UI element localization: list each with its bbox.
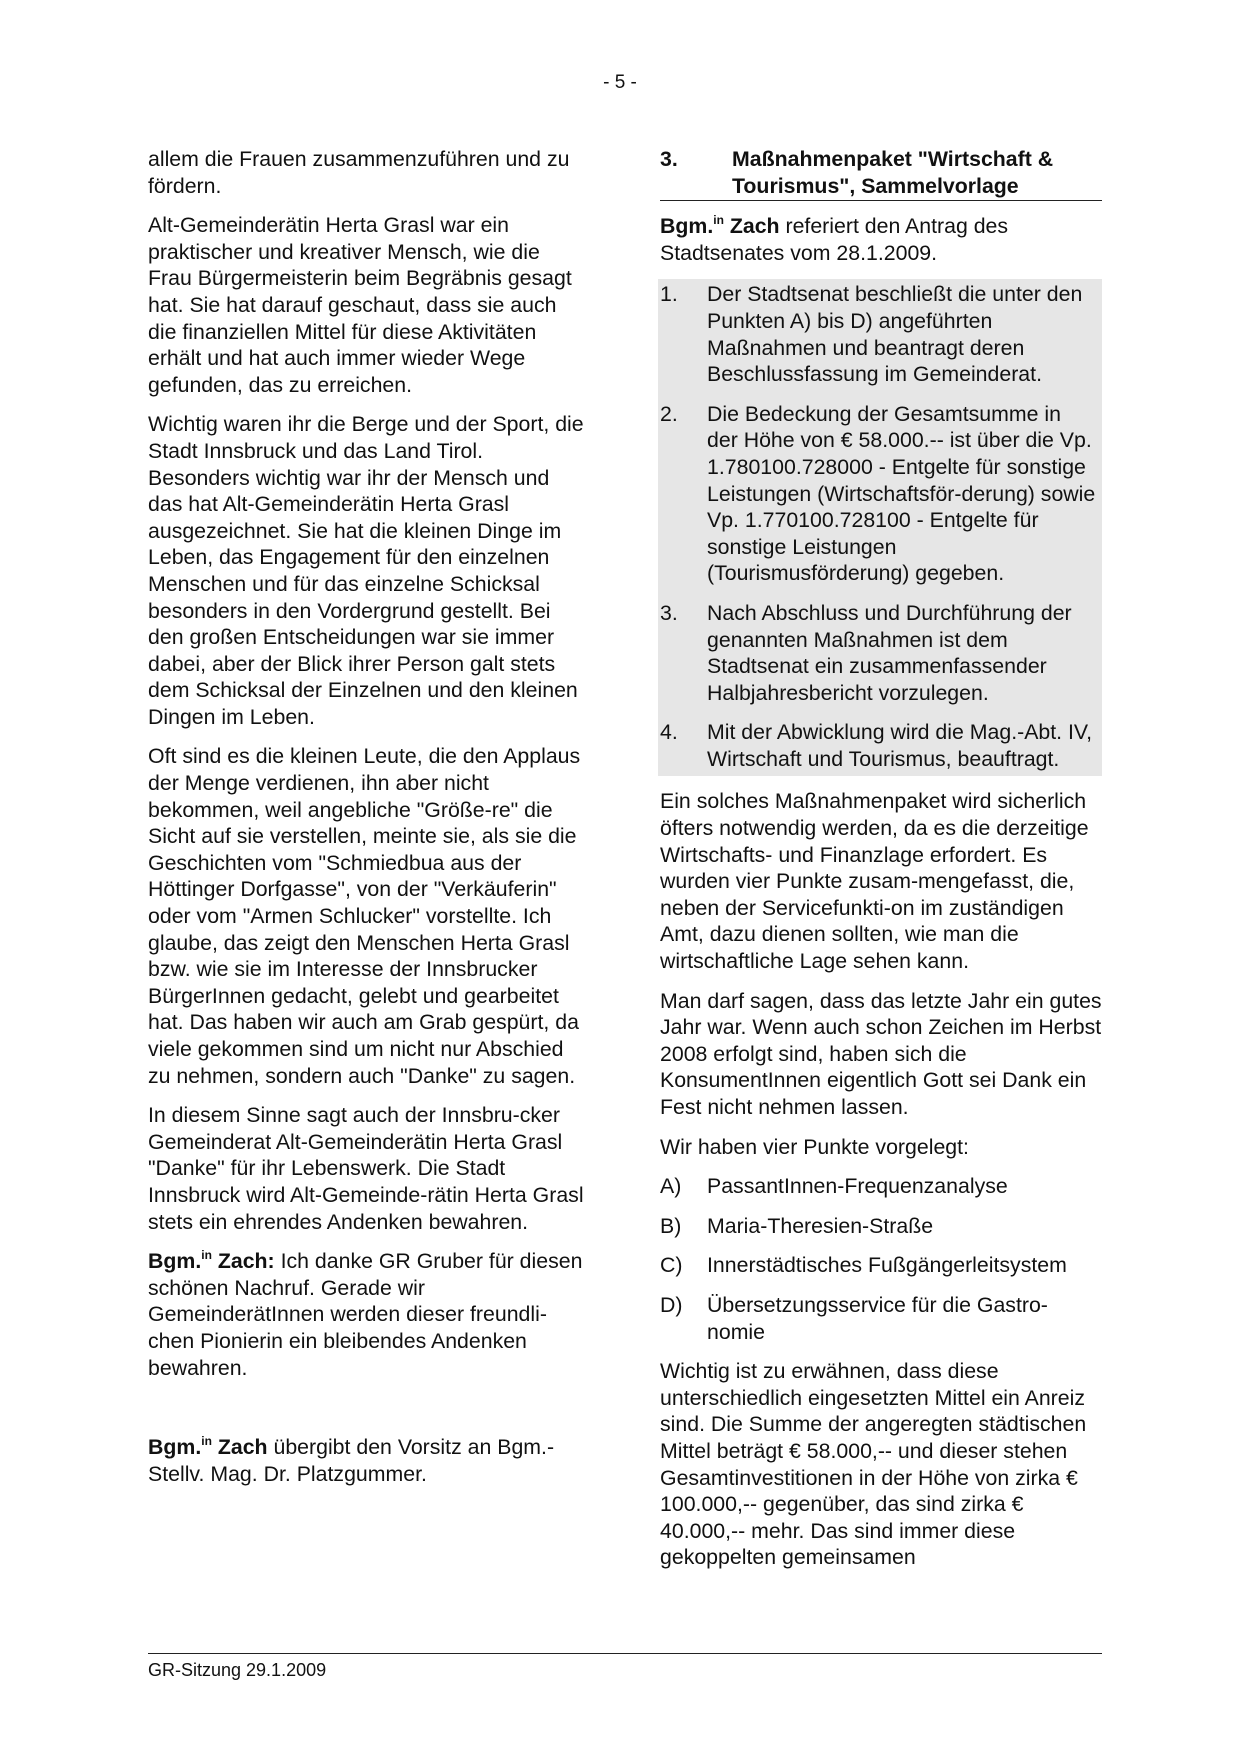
speaker-title: Bgm. <box>148 1249 202 1274</box>
point-item <box>660 1173 1102 1200</box>
paragraph: Alt-Gemeinderätin Herta Grasl war ein praktischer und kreativer Mensch, wie die Frau Bürgermeisterin beim Begräbnis gesagt hat. Sie hat darauf geschaut, dass sie auch die finanziellen Mittel für diese Aktivitäten erhält und hat auch immer wieder Wege gefunden, das zu erreichen. <box>148 213 572 397</box>
speech-paragraph <box>148 1434 588 1487</box>
point-label: C) <box>660 1253 683 1278</box>
footer-divider <box>148 1653 1102 1654</box>
section-number: 3. <box>660 147 678 171</box>
motion-item <box>660 281 1096 387</box>
section-title: Maßnahmenpaket "Wirtschaft & Tourismus", Sammelvorlage <box>732 147 1054 198</box>
motion-item-text: Der Stadtsenat beschließt die unter den Punkten A) bis D) angeführten Maßnahmen und beantragt deren Beschlussfassung im Gemeinderat. <box>707 282 1083 387</box>
point-label: D) <box>660 1292 683 1317</box>
paragraph: Wir haben vier Punkte vorgelegt: <box>660 1134 969 1159</box>
speaker-name: Zach <box>729 214 780 239</box>
page-number: - 5 - <box>603 72 637 93</box>
motion-item-text: Nach Abschluss und Durchführung der genannten Maßnahmen ist dem Stadtsenat ein zusammenfassender Halbjahresbericht vorzulegen. <box>707 600 1072 705</box>
point-label: B) <box>660 1213 682 1238</box>
speech-text: Ich danke GR Gruber für diesen schönen Nachruf. Gerade wir GemeinderätInnen werden dieser freundli-chen Pionierin ein bleibendes Andenken bewahren. <box>148 1249 583 1380</box>
point-label: A) <box>660 1174 682 1199</box>
point-text: Übersetzungsservice für die Gastro-nomie <box>707 1292 1048 1344</box>
motion-item <box>660 600 1096 706</box>
speaker-label <box>148 1435 268 1459</box>
closing-paragraph: Wichtig ist zu erwähnen, dass diese unterschiedlich eingesetzten Mittel ein Anreiz sind. Die Summe der angeregten städtischen Mittel beträgt € 58.000,-- und dieser stehen Gesamtinvestitionen in der Höhe von zirka € 100.000,-- gegenüber, das sind zirka € 40.000,-- mehr. Das sind immer diese gekoppelten gemeinsamen <box>660 1359 1087 1570</box>
speaker-title-sup: in <box>201 1248 212 1263</box>
speaker-name: Zach <box>217 1435 268 1460</box>
spacer <box>148 1394 588 1434</box>
paragraph: In diesem Sinne sagt auch der Innsbru-cker Gemeinderat Alt-Gemeinderätin Herta Grasl "Danke" für ihr Lebenswerk. Die Stadt Innsbruck wird Alt-Gemeinde-rätin Herta Grasl stets ein ehrendes Andenken bewahren. <box>148 1103 584 1234</box>
motion-item <box>660 719 1096 772</box>
intro-paragraph <box>660 213 1102 266</box>
speaker-title: Bgm. <box>660 214 714 239</box>
speaker-title: Bgm. <box>148 1435 202 1460</box>
paragraph: Man darf sagen, dass das letzte Jahr ein gutes Jahr war. Wenn auch schon Zeichen im Herbst 2008 erfolgt sind, haben sich die KonsumentInnen eigentlich Gott sei Dank ein Fest nicht nehmen lassen. <box>660 988 1102 1119</box>
point-item <box>660 1252 1102 1279</box>
paragraph: allem die Frauen zusammenzuführen und zu fördern. <box>148 147 570 198</box>
motion-item-number: 4. <box>660 720 678 745</box>
footer: GR-Sitzung 29.1.2009 <box>148 1660 327 1680</box>
motion-box <box>658 279 1102 776</box>
left-column <box>148 146 588 1500</box>
speech-text: übergibt den Vorsitz an Bgm.-Stellv. Mag. Dr. Platzgummer. <box>148 1435 555 1486</box>
speaker-name: Zach: <box>217 1249 275 1274</box>
paragraph: Oft sind es die kleinen Leute, die den Applaus der Menge verdienen, ihn aber nicht bekommen, weil angebliche "Größe-re" die Sicht auf sie verstellen, meinte sie, als sie die Geschichten vom "Schmiedbua aus der Höttinger Dorfgasse", von der "Verkäuferin" oder vom "Armen Schlucker" vorstellte. Ich glaube, das zeigt den Menschen Herta Grasl bzw. wie sie im Interesse der Innsbrucker BürgerInnen gedacht, gelebt und gearbeitet hat. Das haben wir auch am Grab gespürt, da viele gekommen sind um nicht nur Abschied zu nehmen, sondern auch "Danke" zu sagen. <box>148 744 581 1088</box>
motion-item-number: 1. <box>660 282 678 307</box>
speaker-title-sup: in <box>713 213 724 228</box>
motion-item-text: Mit der Abwicklung wird die Mag.-Abt. IV, Wirtschaft und Tourismus, beauftragt. <box>707 720 1093 771</box>
point-text: PassantInnen-Frequenzanalyse <box>707 1174 1008 1199</box>
motion-item <box>660 401 1096 587</box>
motion-item-number: 2. <box>660 401 678 426</box>
speech-paragraph <box>148 1248 588 1381</box>
intro-text: referiert den Antrag des Stadtsenates vom 28.1.2009. <box>660 214 1009 265</box>
paragraph: Wichtig waren ihr die Berge und der Sport, die Stadt Innsbruck und das Land Tirol. Besonders wichtig war ihr der Mensch und das hat Alt-Gemeinderätin Herta Grasl ausgezeichnet. Sie hat die kleinen Dinge im Leben, das Engagement für den einzelnen Menschen und für das einzelne Schicksal besonders in den Vordergrund gestellt. Bei den großen Entscheidungen war sie immer dabei, aber der Blick ihrer Person galt stets dem Schicksal der Einzelnen und den kleinen Dingen im Leben. <box>148 412 584 729</box>
motion-item-number: 3. <box>660 600 678 625</box>
speaker-title-sup: in <box>201 1434 212 1449</box>
point-item <box>660 1292 1102 1345</box>
motion-item-text: Die Bedeckung der Gesamtsumme in der Höhe von € 58.000.-- ist über die Vp. 1.780100.728000 - Entgelte für sonstige Leistungen (Wirtschaftsför-derung) sowie Vp. 1.770100.728100 - Entgelte für sonstige Leistungen (Tourismusförderung) gegeben. <box>707 401 1096 586</box>
point-item <box>660 1213 1102 1240</box>
section-heading <box>660 146 1102 201</box>
speaker-label <box>660 214 780 238</box>
point-text: Maria-Theresien-Straße <box>707 1213 934 1238</box>
paragraph: Ein solches Maßnahmenpaket wird sicherlich öfters notwendig werden, da es die derzeitige Wirtschafts- und Finanzlage erfordert. Es wurden vier Punkte zusam-mengefasst, die, neben der Servicefunkti-on im zuständigen Amt, dazu dienen sollten, wie man die wirtschaftliche Lage sehen kann. <box>660 789 1089 974</box>
right-column <box>660 146 1102 1584</box>
point-text: Innerstädtisches Fußgängerleitsystem <box>707 1253 1067 1278</box>
speaker-label <box>148 1249 275 1273</box>
